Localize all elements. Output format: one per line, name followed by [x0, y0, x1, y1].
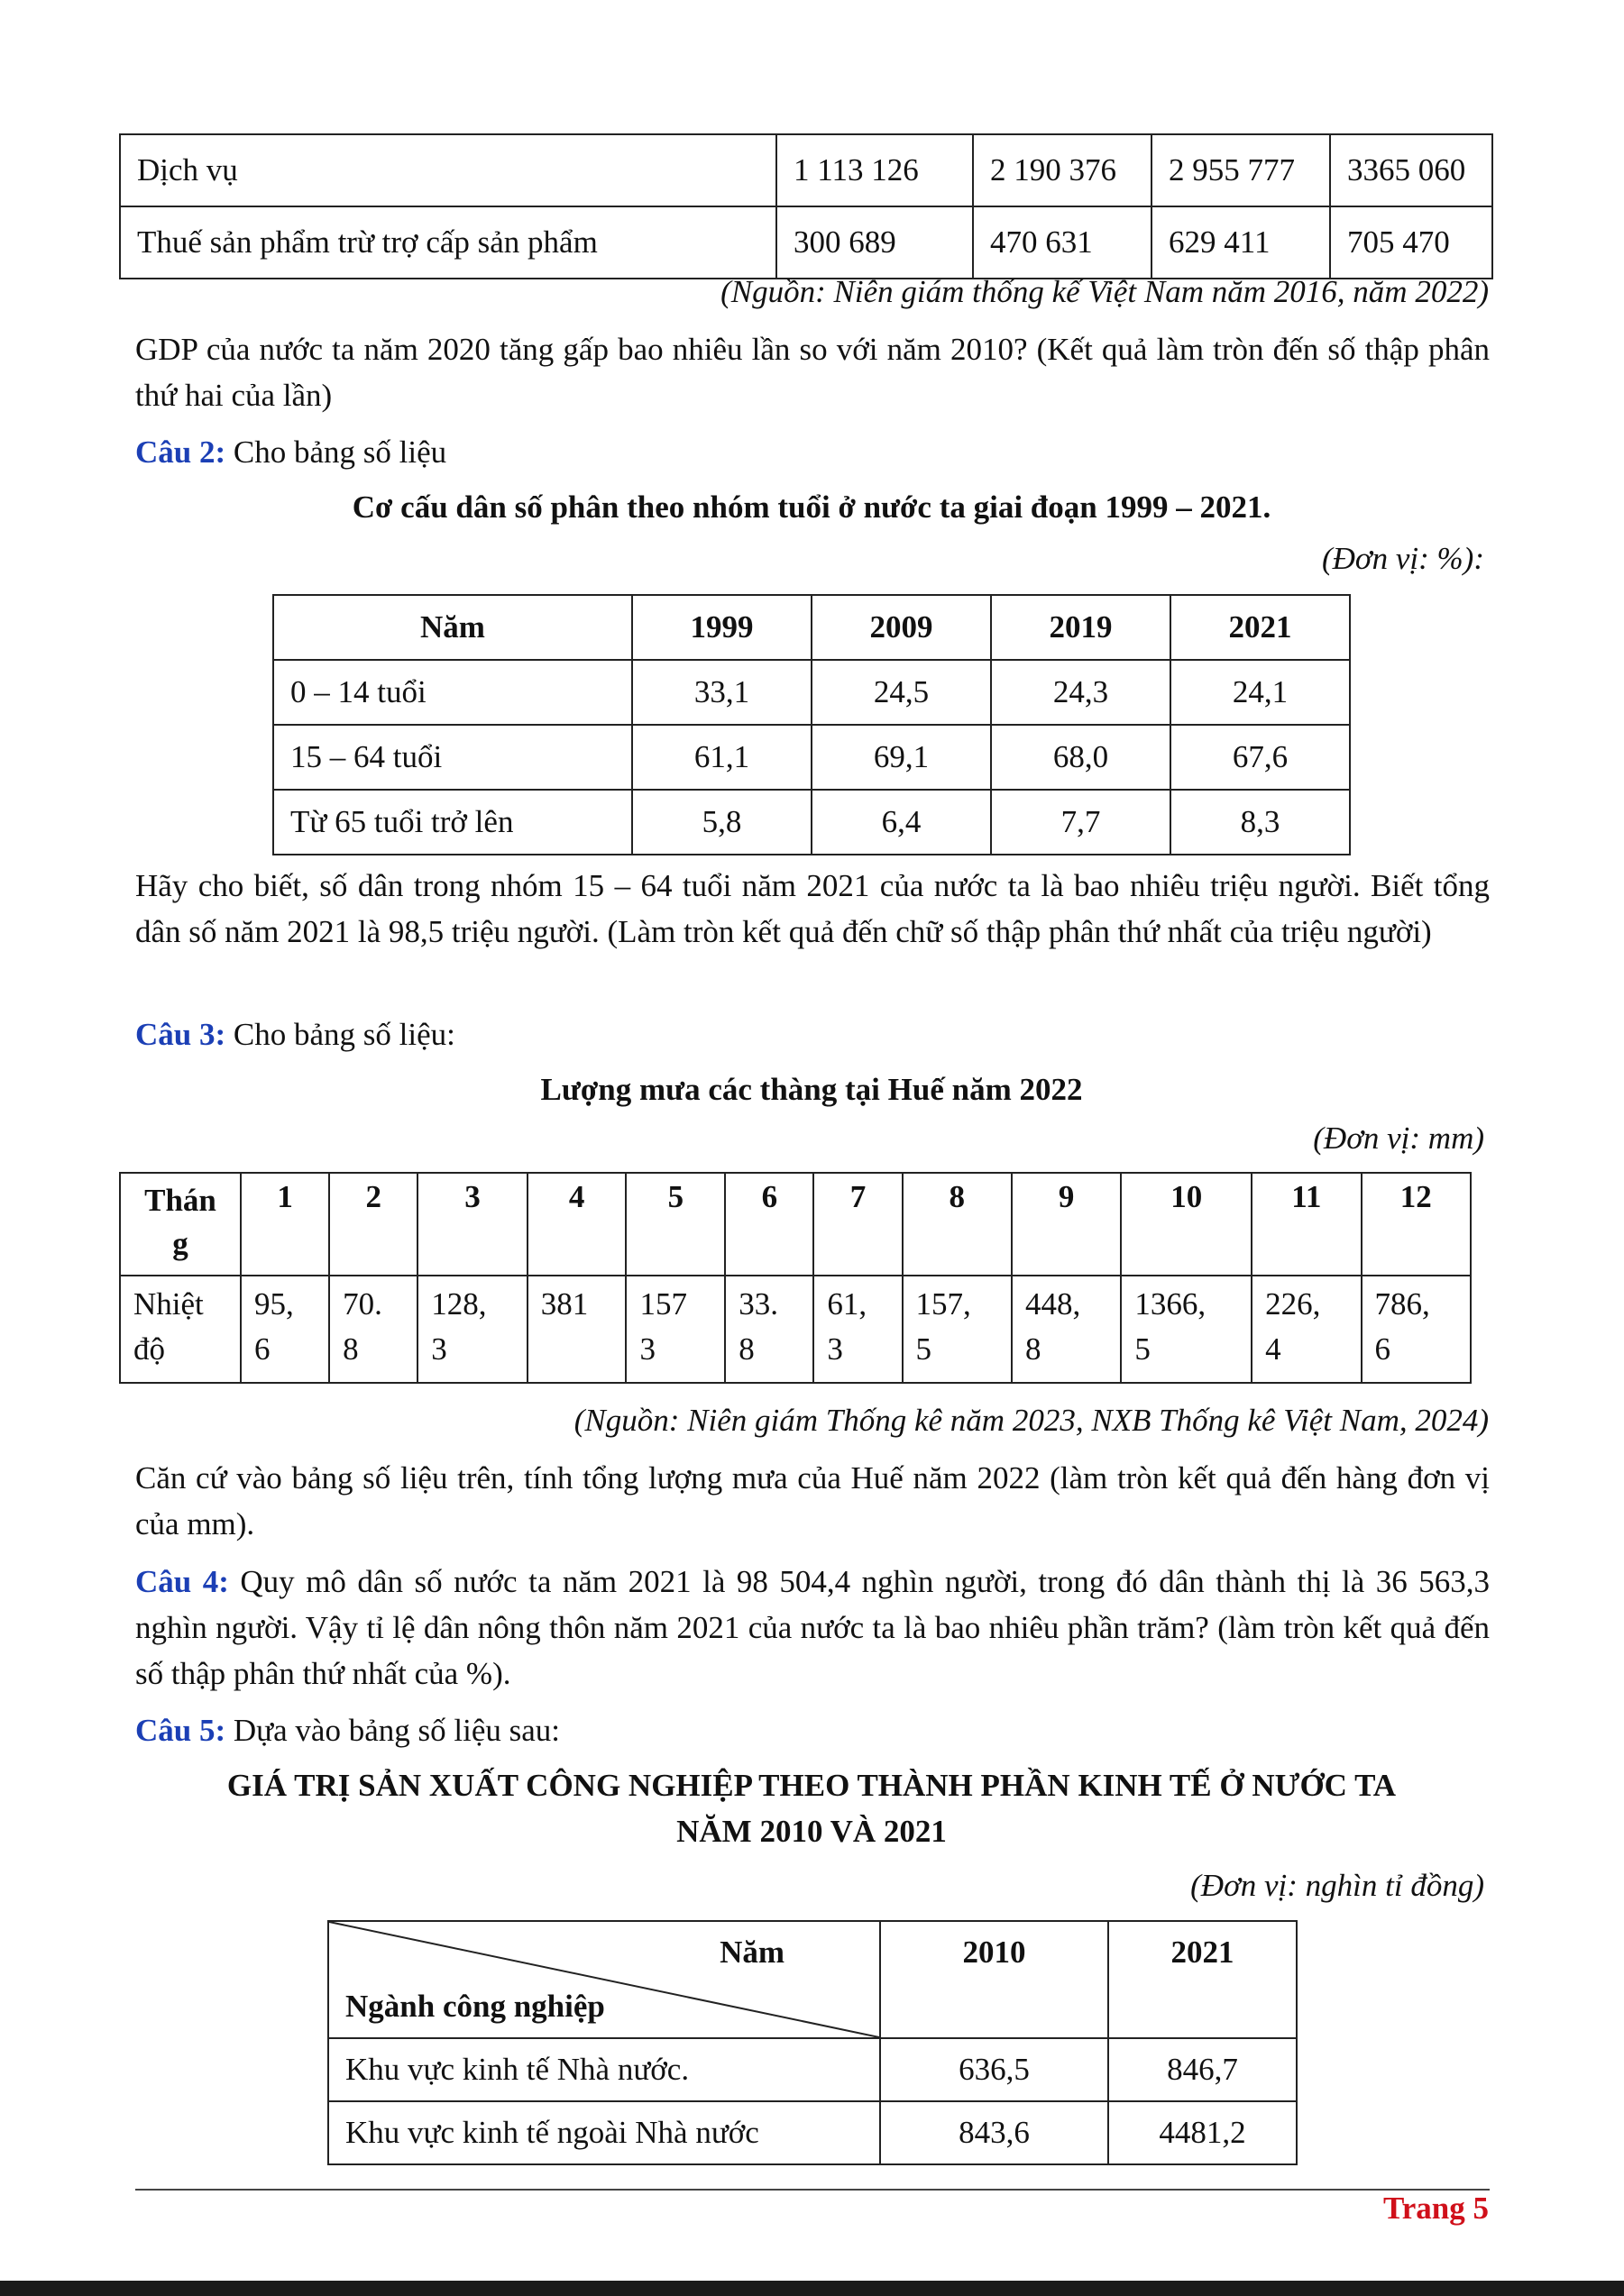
- table-cell: 7,7: [991, 790, 1170, 855]
- cell-line: 3: [827, 1331, 843, 1367]
- table-cell: 6,4: [812, 790, 991, 855]
- table-cell: 1 113 126: [776, 134, 973, 206]
- q5-intro: [135, 1707, 1490, 1753]
- q2-label: Câu 2:: [135, 435, 226, 470]
- month-header: 4: [528, 1173, 627, 1276]
- table-row: [120, 1276, 1471, 1383]
- header-line: Thán: [144, 1183, 216, 1218]
- cell-line: 8: [1024, 1331, 1041, 1367]
- cell-line: 8: [343, 1331, 359, 1367]
- q2-question: Hãy cho biết, số dân trong nhóm 15 – 64 tuổi năm 2021 của nước ta là bao nhiêu triệu người. Biết tổng dân số năm 2021 là 98,5 triệu người. (Làm tròn kết quả đến chữ số thập phân thứ nhất của triệu người): [135, 868, 1490, 949]
- rainfall-table: [119, 1172, 1472, 1384]
- cell-line: 1366,: [1134, 1286, 1207, 1322]
- table-cell: 843,6: [880, 2101, 1108, 2164]
- month-header: 5: [626, 1173, 725, 1276]
- table-cell: 24,1: [1170, 660, 1350, 725]
- table-header-row: [120, 1173, 1471, 1276]
- table-row: [273, 725, 1350, 790]
- table-row: [120, 206, 1492, 279]
- table-cell: 705 470: [1330, 206, 1492, 279]
- cell-line: 128,: [431, 1286, 487, 1322]
- row-label: Khu vực kinh tế Nhà nước.: [328, 2038, 880, 2101]
- table1-source: (Nguồn: Niên giám thống kế Việt Nam năm 2016, năm 2022): [720, 274, 1489, 309]
- diagonal-header-cell: [328, 1921, 880, 2038]
- footer-divider: [135, 2189, 1490, 2191]
- table-cell: [1252, 1276, 1361, 1383]
- month-header: 9: [1012, 1173, 1121, 1276]
- q3-intro: [135, 1011, 1490, 1057]
- cell-line: 226,: [1265, 1286, 1321, 1322]
- month-header: 7: [813, 1173, 902, 1276]
- month-header: 6: [725, 1173, 813, 1276]
- table-cell: [626, 1276, 725, 1383]
- q2-title: Cơ cấu dân số phân theo nhóm tuổi ở nước ta giai đoạn 1999 – 2021.: [352, 489, 1271, 525]
- industry-output-table: [327, 1920, 1298, 2165]
- table-cell: 68,0: [991, 725, 1170, 790]
- table-cell: [329, 1276, 417, 1383]
- cell-line: 3: [431, 1331, 447, 1367]
- q5-label: Câu 5:: [135, 1713, 226, 1748]
- table-cell: [903, 1276, 1012, 1383]
- table-cell: 2 190 376: [973, 134, 1151, 206]
- column-header: 2021: [1108, 1921, 1297, 2038]
- q5-unit: (Đơn vị: nghìn tỉ đồng): [1190, 1868, 1484, 1903]
- month-header: 10: [1121, 1173, 1252, 1276]
- age-structure-table: [272, 594, 1351, 855]
- row-label: Khu vực kinh tế ngoài Nhà nước: [328, 2101, 880, 2164]
- table-row: [328, 2038, 1297, 2101]
- q5-intro-text: Dựa vào bảng số liệu sau:: [225, 1713, 560, 1748]
- month-header: 2: [329, 1173, 417, 1276]
- q3-intro-text: Cho bảng số liệu:: [225, 1017, 455, 1052]
- table-cell: [1121, 1276, 1252, 1383]
- month-header: 11: [1252, 1173, 1361, 1276]
- table-header-row: [273, 595, 1350, 660]
- q2-unit: (Đơn vị: %):: [1322, 541, 1484, 576]
- q3-unit: (Đơn vị: mm): [1313, 1121, 1484, 1156]
- column-header: 2010: [880, 1921, 1108, 2038]
- table-cell: 636,5: [880, 2038, 1108, 2101]
- table-cell: [528, 1276, 627, 1383]
- row-label: [120, 1276, 241, 1383]
- column-header: Năm: [273, 595, 632, 660]
- q3-question: Căn cứ vào bảng số liệu trên, tính tổng lượng mưa của Huế năm 2022 (làm tròn kết quả đến hàng đơn vị của mm).: [135, 1460, 1490, 1541]
- month-header: 1: [241, 1173, 329, 1276]
- table-cell: [725, 1276, 813, 1383]
- cell-line: 8: [739, 1331, 755, 1367]
- table-cell: 470 631: [973, 206, 1151, 279]
- q4-label: Câu 4:: [135, 1564, 229, 1599]
- row-label: 15 – 64 tuổi: [273, 725, 632, 790]
- table-header-row: [328, 1921, 1297, 2038]
- cell-line: 5: [915, 1331, 932, 1367]
- q5-title-line2: NĂM 2010 VÀ 2021: [676, 1814, 947, 1849]
- header-line: g: [172, 1226, 188, 1261]
- cell-line: 786,: [1374, 1286, 1430, 1322]
- corner-top-label: Năm: [720, 1935, 784, 1970]
- table-cell: [1362, 1276, 1471, 1383]
- table-cell: 5,8: [632, 790, 812, 855]
- cell-line: 157,: [915, 1286, 971, 1322]
- cell-line: 6: [254, 1331, 271, 1367]
- month-header: 8: [903, 1173, 1012, 1276]
- cell-line: 33.: [739, 1286, 779, 1322]
- page-number: Trang 5: [1383, 2191, 1489, 2226]
- q2-intro-text: Cho bảng số liệu: [225, 435, 447, 470]
- row-label: Thuế sản phẩm trừ trợ cấp sản phẩm: [120, 206, 776, 279]
- bottom-bar: [0, 2281, 1624, 2296]
- month-header: 3: [417, 1173, 527, 1276]
- q1-text: GDP của nước ta năm 2020 tăng gấp bao nhiêu lần so với năm 2010? (Kết quả làm tròn đến số thập phân thứ hai của lần): [135, 332, 1490, 413]
- table-cell: 67,6: [1170, 725, 1350, 790]
- table-cell: [417, 1276, 527, 1383]
- q2-intro: [135, 429, 1490, 475]
- table-cell: [1012, 1276, 1121, 1383]
- table3-source: (Nguồn: Niên giám Thống kê năm 2023, NXB Thống kê Việt Nam, 2024): [573, 1403, 1489, 1438]
- table-cell: 61,1: [632, 725, 812, 790]
- cell-line: 70.: [343, 1286, 382, 1322]
- table-cell: 8,3: [1170, 790, 1350, 855]
- table-row: [273, 790, 1350, 855]
- column-header: 2009: [812, 595, 991, 660]
- cell-line: 4: [1265, 1331, 1281, 1367]
- table-cell: 2 955 777: [1151, 134, 1330, 206]
- table-cell: [241, 1276, 329, 1383]
- column-header: 2021: [1170, 595, 1350, 660]
- column-header: 2019: [991, 595, 1170, 660]
- cell-line: 3: [639, 1331, 656, 1367]
- cell-line: 95,: [254, 1286, 294, 1322]
- column-header: [120, 1173, 241, 1276]
- table-cell: 69,1: [812, 725, 991, 790]
- table-cell: 3365 060: [1330, 134, 1492, 206]
- cell-line: 5: [1134, 1331, 1151, 1367]
- row-label: Dịch vụ: [120, 134, 776, 206]
- table-cell: [813, 1276, 902, 1383]
- table-cell: 846,7: [1108, 2038, 1297, 2101]
- table-cell: 33,1: [632, 660, 812, 725]
- cell-line: 381: [540, 1286, 589, 1322]
- table-cell: 24,5: [812, 660, 991, 725]
- cell-line: 6: [1374, 1331, 1391, 1367]
- table-cell: 24,3: [991, 660, 1170, 725]
- q5-title-line1: GIÁ TRỊ SẢN XUẤT CÔNG NGHIỆP THEO THÀNH PHẦN KINH TẾ Ở NƯỚC TA: [226, 1768, 1397, 1803]
- table-cell: 629 411: [1151, 206, 1330, 279]
- column-header: 1999: [632, 595, 812, 660]
- row-label: Từ 65 tuổi trở lên: [273, 790, 632, 855]
- row-label-line: Nhiệt: [133, 1286, 204, 1322]
- cell-line: 157: [639, 1286, 687, 1322]
- q3-label: Câu 3:: [135, 1017, 226, 1052]
- month-header: 12: [1362, 1173, 1471, 1276]
- table-row: [328, 2101, 1297, 2164]
- gdp-table: [119, 133, 1493, 279]
- row-label: 0 – 14 tuổi: [273, 660, 632, 725]
- table-row: [120, 134, 1492, 206]
- cell-line: 448,: [1024, 1286, 1081, 1322]
- row-label-line: độ: [133, 1331, 165, 1367]
- corner-bottom-label: Ngành công nghiệp: [345, 1989, 605, 2024]
- q4-body: Quy mô dân số nước ta năm 2021 là 98 504,4 nghìn người, trong đó dân thành thị là 36 563,3 nghìn người. Vậy tỉ lệ dân nông thôn năm 2021 của nước ta là bao nhiêu phần trăm? (làm tròn kết quả đến số thập phân thứ nhất của %).: [135, 1564, 1490, 1691]
- cell-line: 61,: [827, 1286, 867, 1322]
- table-cell: 4481,2: [1108, 2101, 1297, 2164]
- q3-title: Lượng mưa các thàng tại Huế năm 2022: [540, 1072, 1083, 1107]
- table-cell: 300 689: [776, 206, 973, 279]
- q4-text: [135, 1559, 1490, 1697]
- table-row: [273, 660, 1350, 725]
